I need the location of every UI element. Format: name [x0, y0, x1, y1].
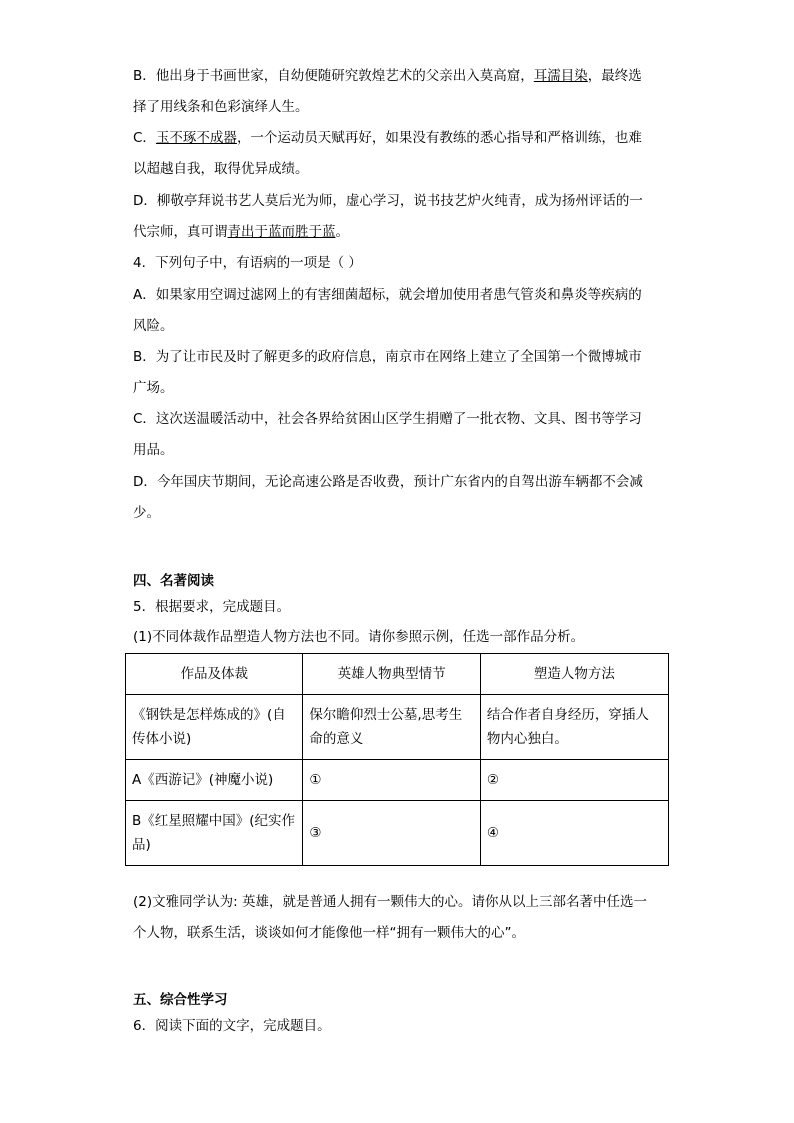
table-row — [126, 760, 669, 801]
q3-option-d-line2 — [133, 222, 349, 242]
q6-stem: 6．阅读下面的文字，完成题目。 — [133, 1018, 331, 1034]
q3-option-d-line1: D．柳敬亭拜说书艺人莫后光为师，虚心学习，说书技艺炉火纯青，成为扬州评话的一 — [133, 193, 643, 209]
text-span: B．他出身于书画世家，自幼便随研究敦煌艺术的父亲出入莫高窟， — [133, 68, 534, 84]
q3-option-b-line1 — [133, 66, 642, 86]
table-cell: B《红星照耀中国》(纪实作品) — [126, 801, 303, 866]
q4-option-c-line1: C．这次送温暖活动中，社会各界给贫困山区学生捐赠了一批衣物、文具、图书等学习 — [133, 411, 642, 427]
underlined-idiom: 青出于蓝而胜于蓝 — [227, 224, 336, 240]
table-cell: A《西游记》(神魔小说) — [126, 760, 303, 801]
answer-blank-2[interactable]: ② — [480, 760, 668, 801]
q4-option-b-line2: 广场。 — [133, 380, 174, 396]
text-span: 代宗师，真可谓 — [133, 224, 228, 240]
q3-option-b-line2: 择了用线条和色彩演绎人生。 — [133, 99, 309, 115]
q4-option-c-line2: 用品。 — [133, 442, 174, 458]
section-heading-reading: 四、名著阅读 — [133, 573, 214, 589]
q5-sub2-line1: (2)文雅同学认为: 英雄，就是普通人拥有一颗伟大的心。请你从以上三部名著中任选一 — [133, 894, 647, 910]
q4-option-a-line1: A．如果家用空调过滤网上的有害细菌超标，就会增加使用者患气管炎和鼻炎等疾病的 — [133, 287, 642, 303]
q4-option-a-line2: 风险。 — [133, 318, 174, 334]
works-analysis-table — [125, 653, 669, 866]
q3-option-c-line2: 以超越自我，取得优异成绩。 — [133, 161, 309, 177]
text-span: ，一个运动员天赋再好，如果没有教练的悉心指导和严格训练，也难 — [236, 130, 642, 146]
text-span: ，最终选 — [587, 68, 642, 84]
table-header-row — [126, 654, 669, 695]
q4-option-b-line1: B．为了让市民及时了解更多的政府信息，南京市在网络上建立了全国第一个微博城市 — [133, 349, 642, 365]
q4-option-d-line1: D．今年国庆节期间，无论高速公路是否收费，预计广东省内的自驾出游车辆都不会减 — [133, 474, 643, 490]
table-cell: 保尔瞻仰烈士公墓,思考生命的意义 — [303, 695, 480, 760]
table-header-cell: 作品及体裁 — [126, 654, 303, 695]
table-row — [126, 695, 669, 760]
answer-blank-1[interactable]: ① — [303, 760, 480, 801]
underlined-idiom: 耳濡目染 — [533, 68, 588, 84]
q5-stem: 5．根据要求，完成题目。 — [133, 599, 291, 615]
table-header-cell: 英雄人物典型情节 — [303, 654, 480, 695]
table-cell: 结合作者自身经历，穿插人物内心独白。 — [480, 695, 668, 760]
table-cell: 《钢铁是怎样炼成的》(自传体小说) — [126, 695, 303, 760]
text-span: C． — [133, 130, 156, 146]
text-span: 。 — [335, 224, 349, 240]
answer-blank-3[interactable]: ③ — [303, 801, 480, 866]
q5-sub1: (1)不同体裁作品塑造人物方法也不同。请你参照示例，任选一部作品分析。 — [133, 629, 585, 645]
table-header-cell: 塑造人物方法 — [480, 654, 668, 695]
section-heading-integrated-study: 五、综合性学习 — [133, 992, 228, 1008]
q3-option-c-line1 — [133, 128, 642, 148]
q4-option-d-line2: 少。 — [133, 505, 160, 521]
table-row — [126, 801, 669, 866]
q5-sub2-line2: 个人物，联系生活，谈谈如何才能像他一样“拥有一颗伟大的心”。 — [133, 925, 525, 941]
answer-blank-4[interactable]: ④ — [480, 801, 668, 866]
underlined-idiom: 玉不琢不成器 — [155, 130, 237, 146]
q4-stem: 4．下列句子中，有语病的一项是（ ） — [133, 255, 362, 271]
